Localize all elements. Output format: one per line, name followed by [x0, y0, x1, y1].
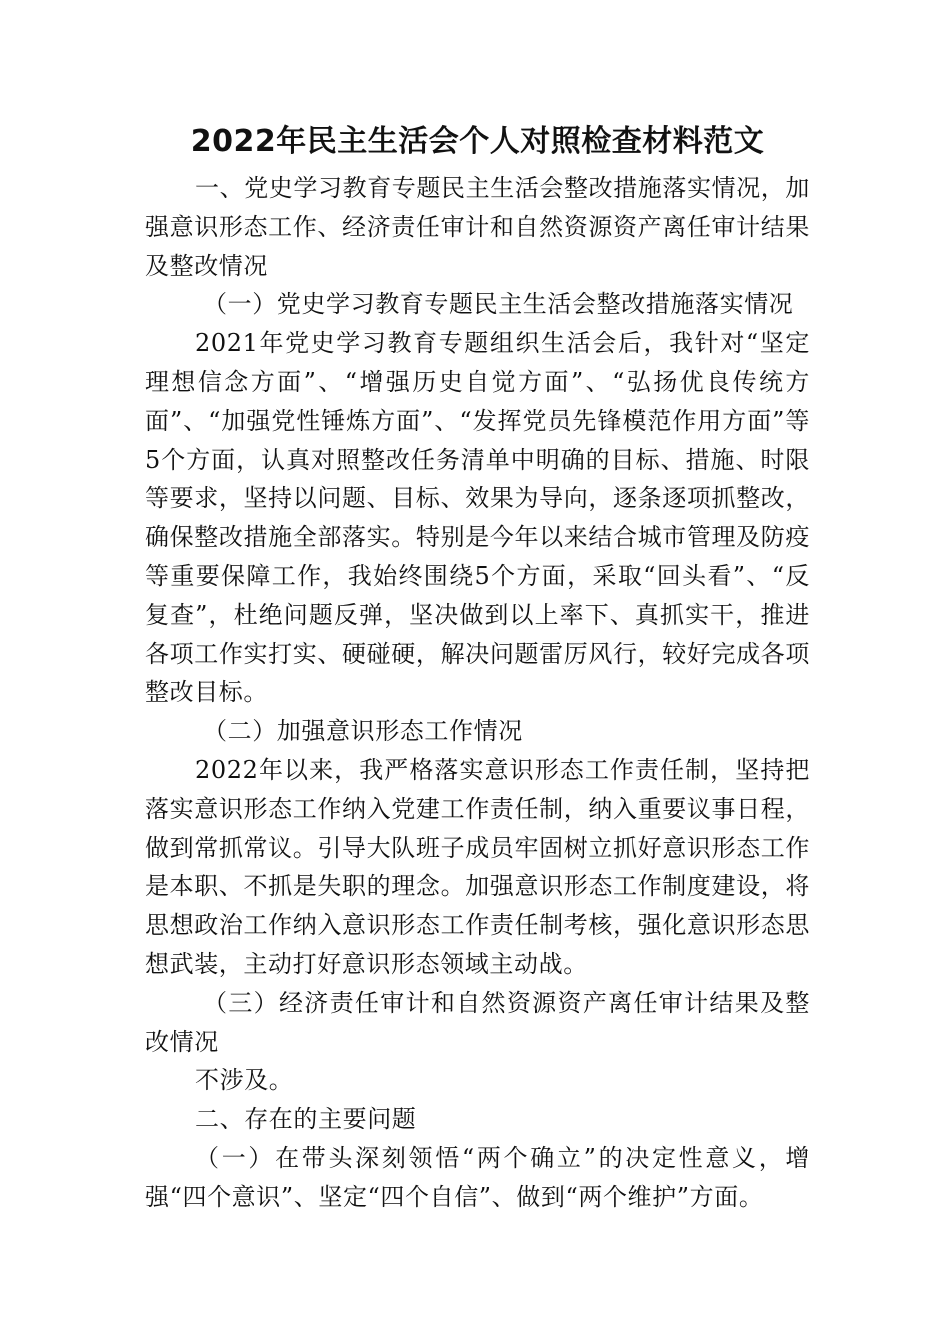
- section-heading-2: 二、存在的主要问题: [195, 1105, 417, 1134]
- paragraph-3: 不涉及。: [195, 1066, 294, 1095]
- subsection-heading-1-2: （二）加强意识形态工作情况: [203, 717, 523, 746]
- subsection-heading-2-1: （一）在带头深刻领悟“两个确立”的决定性意义，增强“四个意识”、坚定“四个自信”、做到“两个维护”方面。: [145, 1143, 810, 1211]
- paragraph-2: 2022年以来，我严格落实意识形态工作责任制，坚持把落实意识形态工作纳入党建工作责任制，纳入重要议事日程，做到常抓常议。引导大队班子成员牢固树立抓好意识形态工作是本职、不抓是失职的理念。加强意识形态工作制度建设，将思想政治工作纳入意识形态工作责任制考核，强化意识形态思想武装，主动打好意识形态领域主动战。: [145, 755, 810, 978]
- paragraph-1: 2021年党史学习教育专题组织生活会后，我针对“坚定理想信念方面”、“增强历史自觉方面”、“弘扬优良传统方面”、“加强党性锤炼方面”、“发挥党员先锋模范作用方面”等5个方面，认真对照整改任务清单中明确的目标、措施、时限等要求，坚持以问题、目标、效果为导向，逐条逐项抓整改，确保整改措施全部落实。特别是今年以来结合城市管理及防疫等重要保障工作，我始终围绕5个方面，采取“回头看”、“反复查”，杜绝问题反弹，坚决做到以上率下、真抓实干，推进各项工作实打实、硬碰硬，解决问题雷厉风行，较好完成各项整改目标。: [145, 329, 810, 707]
- subsection-heading-1-1: （一）党史学习教育专题民主生活会整改措施落实情况: [203, 290, 794, 319]
- subsection-heading-1-3: （三）经济责任审计和自然资源资产离任审计结果及整改情况: [145, 988, 810, 1056]
- document-title: 2022年民主生活会个人对照检查材料范文: [190, 124, 765, 159]
- document-page: [145, 115, 810, 1217]
- section-heading-1: 一、党史学习教育专题民主生活会整改措施落实情况，加强意识形态工作、经济责任审计和自然资源资产离任审计结果及整改情况: [145, 174, 810, 280]
